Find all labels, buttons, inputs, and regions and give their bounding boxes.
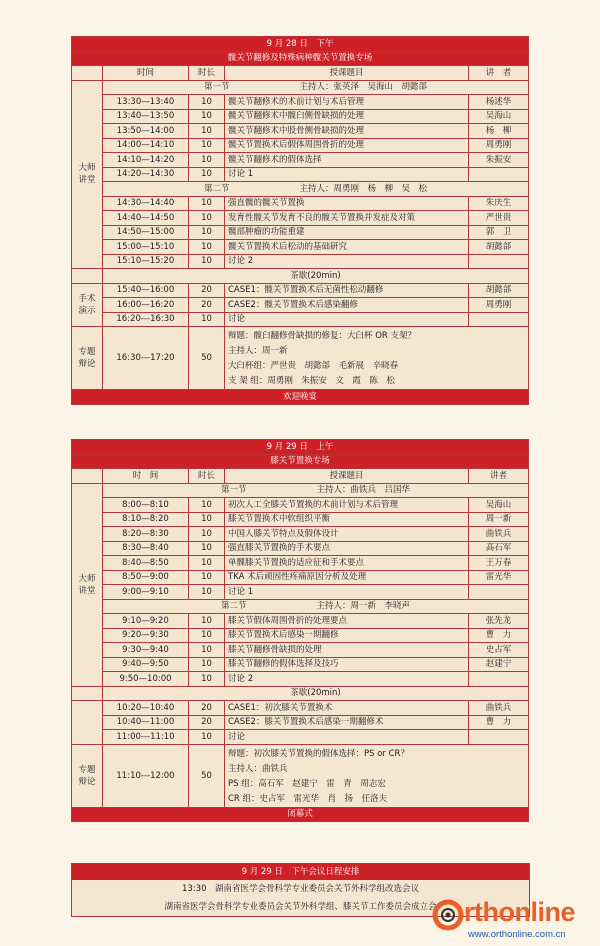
- schedule-row: [72, 167, 529, 182]
- schedule-row: [72, 628, 529, 643]
- header-time: 时间: [103, 66, 189, 81]
- section-header: [103, 599, 529, 614]
- section-header-row: [72, 80, 529, 95]
- debate-topic: [225, 744, 529, 807]
- schedule-row: [72, 614, 529, 629]
- session-speaker: 张先龙: [469, 614, 529, 629]
- session-speaker: 胡懿郃: [469, 240, 529, 255]
- session-time: 14:10—14:20: [103, 153, 189, 168]
- session-duration: 10: [189, 196, 225, 211]
- session-duration: 20: [189, 283, 225, 298]
- schedule-row: [72, 570, 529, 585]
- schedule-row: [72, 541, 529, 556]
- session-topic: 膝关节翻修骨缺损的处理: [225, 643, 469, 658]
- schedule-row: [72, 211, 529, 226]
- session-speaker: 朱振安: [469, 153, 529, 168]
- section-header-row: [72, 182, 529, 197]
- session-topic: 膝关节置换术中软组织平衡: [225, 512, 469, 527]
- category-master-lecture: 大师 讲堂: [72, 80, 103, 269]
- session-speaker: [469, 167, 529, 182]
- section-title: 第二节: [220, 601, 247, 612]
- session-time: 14:50—15:00: [103, 225, 189, 240]
- session-duration: 10: [189, 153, 225, 168]
- session-topic: 讨论 1: [225, 585, 469, 600]
- schedule-row: [72, 298, 529, 313]
- section-header-row: [72, 483, 529, 498]
- meeting-line-1: 13:30 湖南省医学会骨科学专业委员会关节外科学组改选会议: [182, 884, 419, 894]
- session-topic: 髋关节翻修术的术前计划与术后管理: [225, 95, 469, 110]
- day1-date: 9 月 28 日 下午: [72, 37, 529, 52]
- debate-line: 辩题：初次膝关节置换的假体选择：PS or CR？: [228, 748, 409, 759]
- debate-line: 支 架 组：周勇刚 朱振安 文 霞 陈 松: [228, 376, 395, 386]
- logo-wordmark: rthonline: [464, 897, 575, 927]
- header-time: 时 间: [103, 469, 189, 484]
- day1-closing: 欢迎晚宴: [72, 390, 529, 405]
- session-time: 14:40—14:50: [103, 211, 189, 226]
- debate-time: 16:30---17:20: [103, 327, 189, 390]
- header-speaker: 讲者: [469, 469, 529, 484]
- session-topic: 单髁膝关节置换的适应征和手术要点: [225, 556, 469, 571]
- category-surgery-demo: [72, 701, 103, 745]
- session-speaker: 高石军: [469, 541, 529, 556]
- session-time: 13:40—13:50: [103, 109, 189, 124]
- session-duration: 10: [189, 138, 225, 153]
- debate-line: 大臼杯组：严世贵 胡懿郃 毛新展 辛晓春: [228, 361, 399, 371]
- debate-topic: [225, 327, 529, 390]
- schedule-row: [72, 715, 529, 730]
- schedule-row: [72, 498, 529, 513]
- category-master-lecture: 大师 讲堂: [72, 483, 103, 686]
- section-header: [103, 483, 529, 498]
- header-duration: 时长: [189, 469, 225, 484]
- session-duration: 10: [189, 527, 225, 542]
- section-host: 主持人：张英泽 吴海山 胡懿郃: [299, 82, 428, 93]
- session-time: 14:20—14:30: [103, 167, 189, 182]
- session-duration: 10: [189, 109, 225, 124]
- session-topic: 初次人工全膝关节置换的术前计划与术后管理: [225, 498, 469, 513]
- schedule-row: [72, 312, 529, 327]
- session-topic: 中国人膝关节特点及假体设计: [225, 527, 469, 542]
- session-topic: 膝关节假体周围骨折的处理要点: [225, 614, 469, 629]
- session-duration: 10: [189, 124, 225, 139]
- session-time: 11:00---11:10: [103, 730, 189, 745]
- session-duration: 10: [189, 672, 225, 687]
- session-speaker: [469, 254, 529, 269]
- session-topic: 讨论: [225, 312, 469, 327]
- session-speaker: 吴海山: [469, 109, 529, 124]
- session-topic: 发育性髋关节发育不良的髋关节置换并发症及对策: [225, 211, 469, 226]
- session-duration: 10: [189, 541, 225, 556]
- debate-line: 辩题：髋臼翻修骨缺损的修复：大臼杯 OR 支架？: [228, 331, 417, 341]
- session-duration: 10: [189, 614, 225, 629]
- schedule-row: [72, 240, 529, 255]
- category-debate: 专题 辩论: [72, 327, 103, 390]
- orthonline-logo: [430, 893, 595, 943]
- session-time: 9:40—9:50: [103, 657, 189, 672]
- session-speaker: 曹 力: [469, 628, 529, 643]
- session-speaker: 王万春: [469, 556, 529, 571]
- schedule-row: [72, 657, 529, 672]
- session-time: 13:50—14:00: [103, 124, 189, 139]
- session-topic: 髋关节翻修术中股骨侧骨缺损的处理: [225, 124, 469, 139]
- header-duration: 时长: [189, 66, 225, 81]
- session-topic: CASE1：初次膝关节置换术: [225, 701, 469, 716]
- section-title: 第一节: [203, 82, 230, 93]
- session-topic: 讨论: [225, 730, 469, 745]
- session-topic: 髋关节置换术后松动的基础研究: [225, 240, 469, 255]
- session-duration: 10: [189, 167, 225, 182]
- schedule-row: [72, 109, 529, 124]
- schedule-row: [72, 527, 529, 542]
- session-topic: CASE2：髋关节置换术后感染翻修: [225, 298, 469, 313]
- session-speaker: 杨 柳: [469, 124, 529, 139]
- schedule-row: [72, 196, 529, 211]
- session-topic: CASE2：膝关节置换术后感染一期翻修术: [225, 715, 469, 730]
- section-title: 第一节: [220, 485, 247, 496]
- schedule-row: [72, 225, 529, 240]
- debate-duration: 50: [189, 327, 225, 390]
- session-speaker: 曲铁兵: [469, 701, 529, 716]
- session-topic: 讨论 2: [225, 254, 469, 269]
- session-speaker: 郭 卫: [469, 225, 529, 240]
- session-speaker: 史占军: [469, 643, 529, 658]
- session-time: 8:00—8:10: [103, 498, 189, 513]
- schedule-row: [72, 556, 529, 571]
- schedule-day1: [71, 36, 528, 405]
- schedule-row: [72, 512, 529, 527]
- session-topic: 讨论 2: [225, 672, 469, 687]
- section-host: 主持人：周勇刚 杨 柳 吴 松: [299, 183, 428, 194]
- session-time: 9:30—9:40: [103, 643, 189, 658]
- schedule-row: [72, 95, 529, 110]
- session-topic: 强直髋的髋关节置换: [225, 196, 469, 211]
- schedule-row: [72, 138, 529, 153]
- session-time: 8:50—9:00: [103, 570, 189, 585]
- session-speaker: 曹 力: [469, 715, 529, 730]
- session-speaker: 朱庆生: [469, 196, 529, 211]
- session-topic: CASE1：髋关节置换术后无菌性松动翻修: [225, 283, 469, 298]
- session-duration: 10: [189, 211, 225, 226]
- session-duration: 10: [189, 240, 225, 255]
- session-duration: 20: [189, 701, 225, 716]
- schedule-row: [72, 254, 529, 269]
- session-time: 9:00—9:10: [103, 585, 189, 600]
- session-time: 15:00—15:10: [103, 240, 189, 255]
- debate-line: CR 组：史占军 雷光华 肖 扬 任洛夫: [228, 793, 388, 804]
- session-topic: TKA 术后顽固性疼痛原因分析及处理: [225, 570, 469, 585]
- session-speaker: 周勇刚: [469, 138, 529, 153]
- session-speaker: 曲铁兵: [469, 527, 529, 542]
- session-time: 10:40—11:00: [103, 715, 189, 730]
- session-duration: 10: [189, 254, 225, 269]
- session-speaker: 周勇刚: [469, 298, 529, 313]
- session-duration: 10: [189, 95, 225, 110]
- session-speaker: 周一新: [469, 512, 529, 527]
- session-time: 8:30—8:40: [103, 541, 189, 556]
- schedule-row: [72, 585, 529, 600]
- session-speaker: [469, 672, 529, 687]
- category-debate: 专题 辩论: [72, 744, 103, 807]
- debate-row: [72, 744, 529, 807]
- session-time: 15:10—15:20: [103, 254, 189, 269]
- schedule-row: [72, 283, 529, 298]
- session-time: 14:00—14:10: [103, 138, 189, 153]
- orthonline-o-icon: [430, 897, 466, 933]
- day2-subtitle: 膝关节置换专场: [72, 454, 529, 469]
- debate-line: PS 组：高石军 赵建宁 雷 青 周志宏: [228, 778, 386, 789]
- session-duration: 10: [189, 556, 225, 571]
- session-topic: 髋关节置换术后假体周围骨折的处理: [225, 138, 469, 153]
- schedule-row: [72, 643, 529, 658]
- session-time: 16:00—16:20: [103, 298, 189, 313]
- day2-closing: 闭幕式: [72, 807, 529, 822]
- session-time: 8:20—8:30: [103, 527, 189, 542]
- session-speaker: [469, 730, 529, 745]
- session-time: 10:20—10:40: [103, 701, 189, 716]
- session-time: 9:10—9:20: [103, 614, 189, 629]
- session-duration: 10: [189, 585, 225, 600]
- session-topic: 髋部肿瘤的功能重建: [225, 225, 469, 240]
- section-title: 第二节: [203, 183, 230, 194]
- session-time: 8:40—8:50: [103, 556, 189, 571]
- meeting-title: 9 月 29 日 下午会议日程安排: [72, 864, 529, 880]
- session-duration: 10: [189, 643, 225, 658]
- session-time: 9:50—10:00: [103, 672, 189, 687]
- header-topic: 授课题目: [225, 469, 469, 484]
- session-topic: 髋关节翻修术的假体选择: [225, 153, 469, 168]
- debate-time: 11:10---12:00: [103, 744, 189, 807]
- schedule-row: [72, 124, 529, 139]
- debate-line: 主持人：曲铁兵: [228, 763, 288, 774]
- section-header-row: [72, 599, 529, 614]
- session-speaker: [469, 585, 529, 600]
- day2-date: 9 月 29 日 上午: [72, 440, 529, 455]
- section-header: [103, 182, 529, 197]
- section-host: 主持人：曲铁兵 吕国华: [316, 485, 411, 496]
- day2-header-row: [72, 469, 529, 484]
- day1-tea-break: 茶歇(20min): [103, 269, 529, 284]
- day2-tea-break: 茶歇(20min): [103, 686, 529, 701]
- session-duration: 20: [189, 715, 225, 730]
- session-duration: 10: [189, 730, 225, 745]
- meeting-line-2: 湖南省医学会骨科学专业委员会关节外科学组、膝关节工作委员会成立会: [164, 902, 437, 912]
- session-topic: 膝关节置换术后感染一期翻修: [225, 628, 469, 643]
- session-speaker: 严世贵: [469, 211, 529, 226]
- session-topic: 强直膝关节置换的手术要点: [225, 541, 469, 556]
- day1-subtitle: 髋关节翻修及特殊病种髋关节置换专场: [72, 51, 529, 66]
- schedule-row: [72, 730, 529, 745]
- day1-header-row: [72, 66, 529, 81]
- header-speaker: 讲 者: [469, 66, 529, 81]
- session-duration: 10: [189, 570, 225, 585]
- session-duration: 10: [189, 512, 225, 527]
- section-header: [103, 80, 529, 95]
- session-time: 9:20—9:30: [103, 628, 189, 643]
- session-topic: 膝关节翻修的假体选择及技巧: [225, 657, 469, 672]
- session-speaker: 雷光华: [469, 570, 529, 585]
- session-duration: 10: [189, 225, 225, 240]
- session-time: 14:30—14:40: [103, 196, 189, 211]
- session-time: 15:40—16:00: [103, 283, 189, 298]
- session-topic: 髋关节翻修术中髋臼侧骨缺损的处理: [225, 109, 469, 124]
- session-time: 13:30—13:40: [103, 95, 189, 110]
- header-topic: 授课题目: [225, 66, 469, 81]
- session-duration: 10: [189, 312, 225, 327]
- schedule-row: [72, 672, 529, 687]
- debate-duration: 50: [189, 744, 225, 807]
- schedule-row: [72, 701, 529, 716]
- debate-row: [72, 327, 529, 390]
- session-speaker: 杨述华: [469, 95, 529, 110]
- session-speaker: 胡懿郃: [469, 283, 529, 298]
- section-host: 主持人：周一新 李晓声: [316, 601, 411, 612]
- session-duration: 10: [189, 498, 225, 513]
- session-time: 16:20---16:30: [103, 312, 189, 327]
- schedule-row: [72, 153, 529, 168]
- schedule-day2: [71, 439, 528, 822]
- session-duration: 10: [189, 657, 225, 672]
- session-duration: 20: [189, 298, 225, 313]
- session-topic: 讨论 1: [225, 167, 469, 182]
- session-speaker: 赵建宁: [469, 657, 529, 672]
- session-duration: 10: [189, 628, 225, 643]
- session-speaker: 吴海山: [469, 498, 529, 513]
- session-speaker: [469, 312, 529, 327]
- session-time: 8:10—8:20: [103, 512, 189, 527]
- logo-url: www.orthonline.com.cn: [468, 929, 566, 940]
- debate-line: 主持人：周一新: [228, 346, 288, 356]
- category-surgery-demo: 手术 演示: [72, 283, 103, 327]
